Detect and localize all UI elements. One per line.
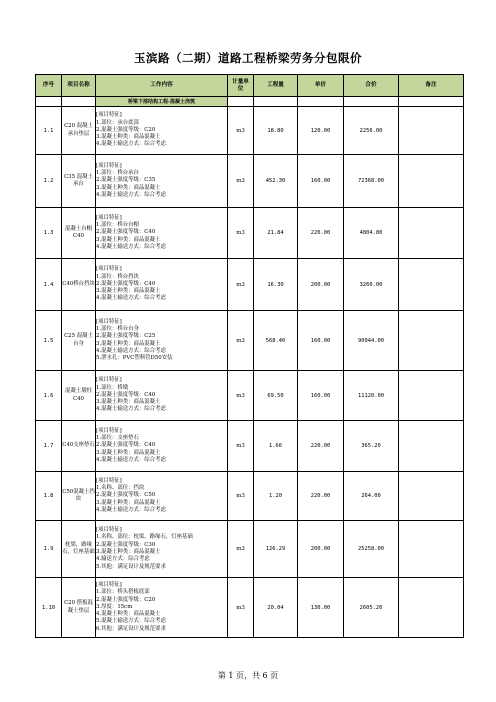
quantity: 568.40 bbox=[254, 311, 298, 371]
work-content bbox=[96, 107, 228, 155]
work-content bbox=[96, 421, 228, 472]
unit: m3 bbox=[228, 472, 254, 521]
quantity: 452.30 bbox=[254, 155, 298, 208]
table-row bbox=[36, 371, 464, 421]
work-content-line: 2.混凝土强度等级：C40 bbox=[96, 391, 156, 398]
work-content-line: 3.混凝土种类：商品混凝土 bbox=[96, 236, 161, 243]
remarks bbox=[399, 311, 464, 371]
unit-price: 200.00 bbox=[298, 259, 344, 311]
table-row bbox=[36, 107, 464, 155]
quantity: 1.20 bbox=[254, 472, 298, 521]
unit: m3 bbox=[228, 208, 254, 259]
total-price: 11120.00 bbox=[344, 371, 399, 421]
col-header-content: 工作内容 bbox=[96, 75, 228, 97]
work-content-line: 2.混凝土强度等级：C40 bbox=[96, 229, 156, 236]
work-content bbox=[96, 208, 228, 259]
work-content-line: 2.混凝土强度等级：C25 bbox=[96, 333, 156, 340]
section-spacer bbox=[228, 97, 254, 107]
total-price: 4804.80 bbox=[344, 208, 399, 259]
item-number: 1.5 bbox=[36, 311, 62, 371]
item-name: C20 搭板混凝土垫层 bbox=[62, 578, 96, 638]
total-price: 264.00 bbox=[344, 472, 399, 521]
item-number: 1.4 bbox=[36, 259, 62, 311]
document-title: 玉滨路（二期）道路工程桥梁劳务分包限价 bbox=[134, 51, 362, 65]
item-number: 1.3 bbox=[36, 208, 62, 259]
remarks bbox=[399, 521, 464, 578]
section-row bbox=[36, 97, 464, 107]
unit-price: 160.00 bbox=[298, 311, 344, 371]
work-content-line: 2.混凝土强度等级：C20 bbox=[96, 596, 156, 603]
work-content-line: [项目特征] bbox=[96, 214, 122, 221]
unit: m3 bbox=[228, 107, 254, 155]
table-row bbox=[36, 578, 464, 638]
col-header-qty: 工程量 bbox=[254, 75, 298, 97]
work-content-line: 3.混凝土种类：商品混凝土 bbox=[96, 549, 161, 555]
work-content-line: 1.部位：承台底部 bbox=[96, 119, 139, 126]
work-content-line: 4.混凝土输送方式：综合考虑 bbox=[96, 347, 166, 354]
work-content-line: 1.部位：桥台挡块 bbox=[96, 273, 139, 280]
work-content-line: 3.厚度：15cm bbox=[96, 603, 133, 610]
item-number: 1.7 bbox=[36, 421, 62, 472]
total-price: 25258.00 bbox=[344, 521, 399, 578]
work-content-line: [项目特征] bbox=[96, 527, 122, 534]
work-content bbox=[96, 259, 228, 311]
work-content-line: 3.混凝土种类：商品混凝土 bbox=[96, 449, 161, 456]
work-content-line: [项目特征] bbox=[96, 477, 122, 484]
total-price: 365.20 bbox=[344, 421, 399, 472]
unit-price: 220.00 bbox=[298, 472, 344, 521]
work-content-line: 2.混凝土强度等级：C30 bbox=[96, 541, 156, 548]
total-price: 2256.00 bbox=[344, 107, 399, 155]
work-content-line: 4.混凝土输送方式：综合考虑 bbox=[96, 141, 166, 148]
col-header-name: 项目名称 bbox=[62, 75, 96, 97]
col-header-unit bbox=[228, 75, 254, 97]
unit: m3 bbox=[228, 371, 254, 421]
work-content bbox=[96, 578, 228, 638]
work-content-line: 4.输送方式：综合考虑 bbox=[96, 556, 150, 563]
work-content-line: 5.其他：满足设计及规范要求 bbox=[96, 563, 166, 570]
quantity: 126.29 bbox=[254, 521, 298, 578]
work-content-line: 4.混凝土输送方式：综合考虑 bbox=[96, 506, 166, 513]
work-content-line: [项目特征] bbox=[96, 377, 122, 384]
table-row bbox=[36, 155, 464, 208]
item-name: C20 混凝土承台垫层 bbox=[62, 107, 96, 155]
unit-price: 220.00 bbox=[298, 208, 344, 259]
work-content-line: 1.部位：支座垫石 bbox=[96, 435, 139, 442]
item-name: C35 混凝土承台 bbox=[62, 155, 96, 208]
table-body bbox=[36, 107, 464, 638]
work-content-line: 2.混凝土强度等级：C20 bbox=[96, 126, 156, 133]
work-content-line: [项目特征] bbox=[96, 162, 122, 169]
section-spacer bbox=[298, 97, 344, 107]
quantity: 18.80 bbox=[254, 107, 298, 155]
work-content-line: 1.部位：桥台台帽 bbox=[96, 222, 139, 229]
item-name: 混凝土墩柱 C40 bbox=[62, 371, 96, 421]
work-content-line: 1.部位：桥台承台 bbox=[96, 170, 139, 177]
work-content bbox=[96, 521, 228, 578]
item-name: C50混凝土挡块 bbox=[62, 472, 96, 521]
work-content-line: [项目特征] bbox=[96, 112, 122, 119]
section-spacer bbox=[344, 97, 399, 107]
work-content-line: 1.部位：桥墩 bbox=[96, 384, 129, 391]
work-content-line: 1.部位：桥台台身 bbox=[96, 325, 139, 332]
quantity: 20.04 bbox=[254, 578, 298, 638]
unit-price: 120.00 bbox=[298, 107, 344, 155]
work-content-line: 1.名称、部位：挡块 bbox=[96, 485, 145, 492]
work-content-line: 4.混凝土输送方式：综合考虑 bbox=[96, 456, 166, 463]
unit: m3 bbox=[228, 259, 254, 311]
section-spacer bbox=[36, 97, 62, 107]
work-content-line: 4.混凝土种类：商品混凝土 bbox=[96, 611, 161, 618]
work-content-line: 4.混凝土输送方式：综合考虑 bbox=[96, 243, 166, 250]
unit-price: 160.00 bbox=[298, 155, 344, 208]
remarks bbox=[399, 155, 464, 208]
work-content-line: 4.混凝土输送方式：综合考虑 bbox=[96, 191, 166, 198]
work-content-line: [项目特征] bbox=[96, 581, 122, 588]
col-header-no: 序号 bbox=[36, 75, 62, 97]
quantity: 21.84 bbox=[254, 208, 298, 259]
table-row bbox=[36, 208, 464, 259]
total-price: 72368.00 bbox=[344, 155, 399, 208]
item-number: 1.2 bbox=[36, 155, 62, 208]
work-content-line: 6.其他：满足设计及规范要求 bbox=[96, 625, 166, 632]
unit-header-text: 计量单位 bbox=[232, 79, 249, 92]
work-content-line: 3.混凝土种类：商品混凝土 bbox=[96, 399, 161, 406]
work-content-line: [项目特征] bbox=[96, 427, 122, 434]
unit: m3 bbox=[228, 521, 254, 578]
item-number: 1.9 bbox=[36, 521, 62, 578]
work-content-line: 1.名称、部位：枕梁，路缘石，灯座基础 bbox=[96, 534, 193, 541]
total-price: 90944.00 bbox=[344, 311, 399, 371]
work-content-line: 3.混凝土种类：商品混凝土 bbox=[96, 340, 161, 347]
item-name: 混凝土台帽 C40 bbox=[62, 208, 96, 259]
work-content-line: [项目特征] bbox=[96, 266, 122, 273]
table-row bbox=[36, 311, 464, 371]
unit: m3 bbox=[228, 421, 254, 472]
table-row bbox=[36, 472, 464, 521]
work-content-line: [项目特征] bbox=[96, 318, 122, 325]
unit-price: 220.00 bbox=[298, 421, 344, 472]
item-number: 1.1 bbox=[36, 107, 62, 155]
section-spacer bbox=[254, 97, 298, 107]
work-content bbox=[96, 472, 228, 521]
item-name: C25 混凝土台身 bbox=[62, 311, 96, 371]
remarks bbox=[399, 472, 464, 521]
item-name: C40桥台挡块 bbox=[62, 259, 96, 311]
col-header-total: 合价 bbox=[344, 75, 399, 97]
work-content-line: 5.泄水孔：PVC塑料管D50安装 bbox=[96, 355, 173, 362]
item-number: 1.10 bbox=[36, 578, 62, 638]
unit-price: 160.00 bbox=[298, 371, 344, 421]
remarks bbox=[399, 208, 464, 259]
quantity: 69.50 bbox=[254, 371, 298, 421]
unit: m3 bbox=[228, 578, 254, 638]
unit-price: 200.00 bbox=[298, 521, 344, 578]
page-footer: 第 1 页，共 6 页 bbox=[217, 671, 279, 680]
work-content bbox=[96, 155, 228, 208]
section-spacer bbox=[399, 97, 464, 107]
section-title: 桥梁下部结构工程-混凝土浇筑 bbox=[96, 97, 228, 107]
col-header-price: 单价 bbox=[298, 75, 344, 97]
remarks bbox=[399, 259, 464, 311]
unit: m3 bbox=[228, 155, 254, 208]
total-price: 3260.00 bbox=[344, 259, 399, 311]
col-header-note: 备注 bbox=[399, 75, 464, 97]
work-content-line: 1.部位：桥头搭板底部 bbox=[96, 589, 150, 596]
work-content-line: 2.混凝土强度等级：C40 bbox=[96, 280, 156, 287]
table-row bbox=[36, 521, 464, 578]
item-name: C40支座垫石 bbox=[62, 421, 96, 472]
item-name: 枕梁，路缘石，灯座基础 bbox=[62, 521, 96, 578]
quantity: 16.30 bbox=[254, 259, 298, 311]
work-content bbox=[96, 311, 228, 371]
work-content-line: 3.混凝土种类：商品混凝土 bbox=[96, 499, 161, 506]
unit-price: 130.00 bbox=[298, 578, 344, 638]
item-number: 1.6 bbox=[36, 371, 62, 421]
work-content-line: 3.混凝土种类：商品混凝土 bbox=[96, 288, 161, 295]
work-content-line: 4.混凝土输送方式：综合考虑 bbox=[96, 295, 166, 302]
work-content-line: 3.混凝土种类：商品混凝土 bbox=[96, 184, 161, 191]
work-content bbox=[96, 371, 228, 421]
unit: m3 bbox=[228, 311, 254, 371]
table-row bbox=[36, 259, 464, 311]
work-content-line: 4.混凝土输送方式：综合考虑 bbox=[96, 406, 166, 413]
quantity: 1.66 bbox=[254, 421, 298, 472]
section-spacer bbox=[62, 97, 96, 107]
remarks bbox=[399, 107, 464, 155]
work-content-line: 2.混凝土强度等级：C50 bbox=[96, 492, 156, 499]
table-row bbox=[36, 421, 464, 472]
remarks bbox=[399, 371, 464, 421]
work-content-line: 2.混凝土强度等级：C40 bbox=[96, 442, 156, 449]
remarks bbox=[399, 421, 464, 472]
work-content-line: 3.混凝土种类：商品混凝土 bbox=[96, 134, 161, 141]
work-content-line: 2.混凝土强度等级：C35 bbox=[96, 177, 156, 184]
header-row bbox=[36, 75, 464, 97]
remarks bbox=[399, 578, 464, 638]
work-content-line: 5.混凝土输送方式：综合考虑 bbox=[96, 618, 166, 625]
total-price: 2605.20 bbox=[344, 578, 399, 638]
price-table bbox=[35, 74, 464, 638]
item-number: 1.8 bbox=[36, 472, 62, 521]
